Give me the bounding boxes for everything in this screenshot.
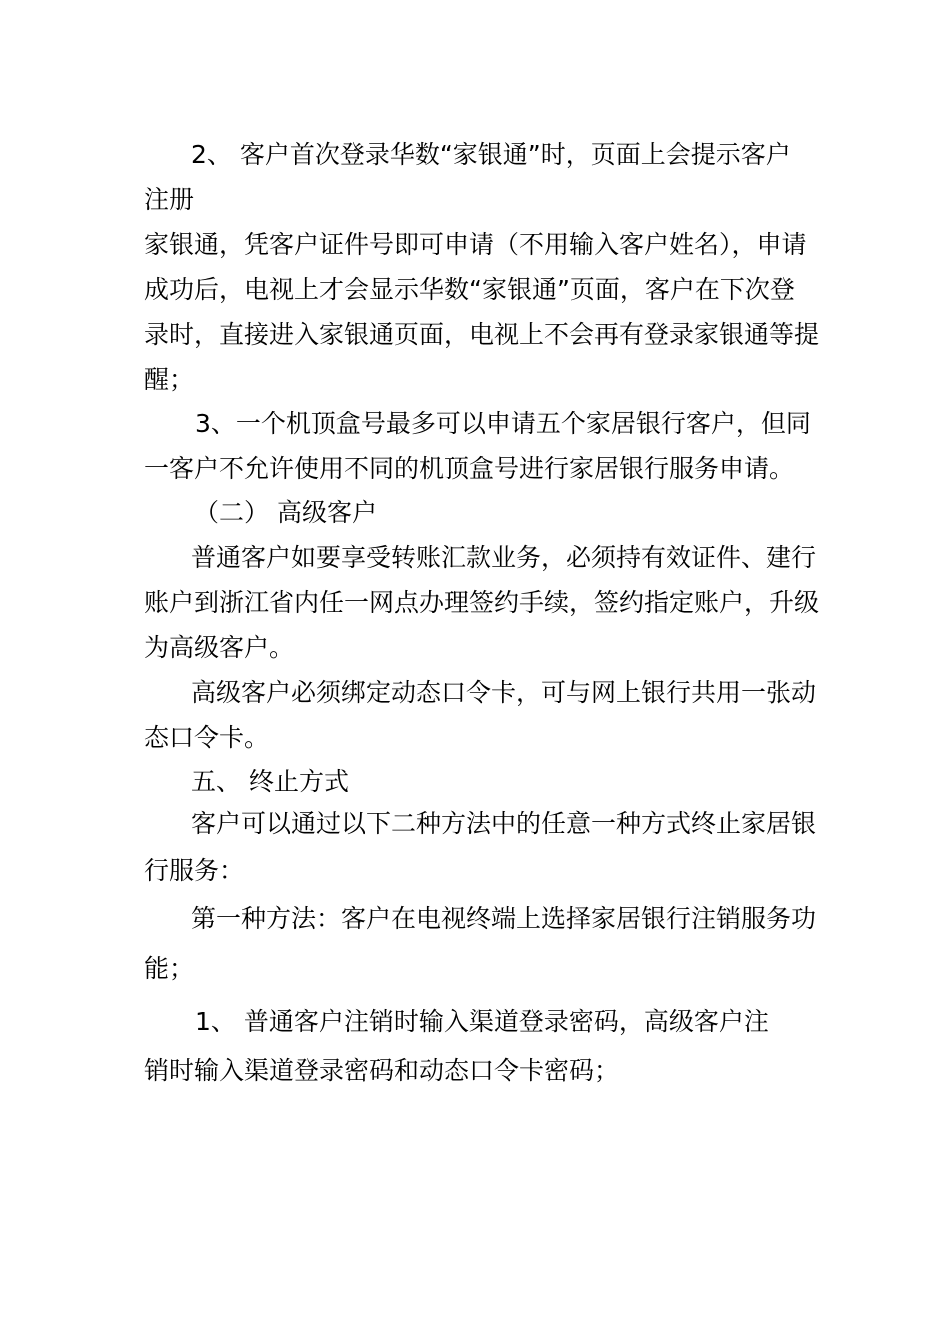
- text-line: 2、 客户首次登录华数“家银通”时，页面上会提示客户: [191, 140, 791, 169]
- section-heading: （二） 高级客户: [194, 498, 377, 527]
- text-line: 销时输入渠道登录密码和动态口令卡密码；: [144, 1056, 620, 1085]
- text-line: 醒；: [144, 365, 195, 394]
- text-line: 成功后，电视上才会显示华数“家银通”页面，客户在下次登: [144, 275, 795, 304]
- text-line: 为高级客户。: [144, 633, 295, 662]
- text-line: 第一种方法：客户在电视终端上选择家居银行注销服务功: [191, 904, 817, 933]
- text-line: 高级客户必须绑定动态口令卡，可与网上银行共用一张动: [191, 678, 817, 707]
- text-line: 3、一个机顶盒号最多可以申请五个家居银行客户，但同: [195, 409, 811, 438]
- text-line: 账户到浙江省内任一网点办理签约手续，签约指定账户，升级: [144, 588, 820, 617]
- text-line: 1、 普通客户注销时输入渠道登录密码，高级客户注: [195, 1007, 769, 1036]
- text-line: 录时，直接进入家银通页面，电视上不会再有登录家银通等提: [144, 320, 820, 349]
- text-line: 注册: [144, 185, 195, 214]
- text-line: 行服务：: [144, 856, 245, 885]
- text-line: 家银通，凭客户证件号即可申请（不用输入客户姓名），申请: [144, 230, 807, 259]
- text-line: 能；: [144, 954, 195, 983]
- text-line: 态口令卡。: [144, 723, 270, 752]
- text-line: 普通客户如要享受转账汇款业务，必须持有效证件、建行: [191, 543, 817, 572]
- text-line: 一客户不允许使用不同的机顶盒号进行家居银行服务申请。: [144, 454, 795, 483]
- text-line: 客户可以通过以下二种方法中的任意一种方式终止家居银: [191, 809, 817, 838]
- section-heading: 五、 终止方式: [191, 767, 349, 796]
